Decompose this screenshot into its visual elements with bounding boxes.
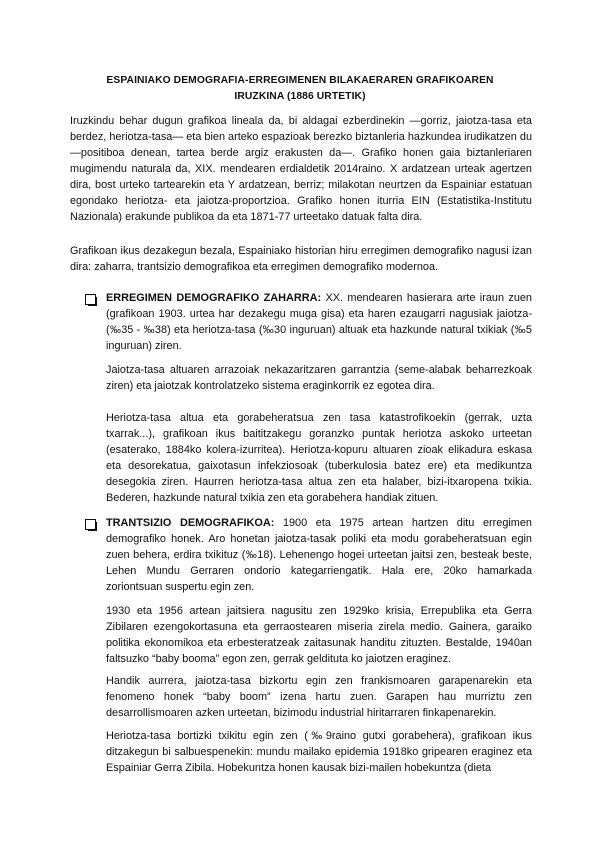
section-old-regime-heading: ERREGIMEN DEMOGRAFIKO ZAHARRA: (106, 292, 322, 304)
section-old-regime-paragraph-1: Jaiotza-tasa altuaren arrazoiak nekazaritzaren garrantzia (seme-alabak beharrezkoak ziren) eta jaiotzak kontrolatzeko sistema eraginkorrik ez egotea dira. (106, 364, 532, 392)
intro-paragraph-1: Iruzkindu behar dugun grafikoa lineala da, bi aldagai ezberdinekin —gorriz, jaiotza-tasa eta berdez, heriotza-tasa— eta bien arteko espazioak berezko biztanleria hazkundea irudikatzen du —positiboa denean, tartea berde argiz erakusten da—. Grafiko honen gaia biztanleriaren mugimendu naturala da, XIX. mendearen erdialdetik 2014raino. X ardatzean urteak agertzen dira, bost urteko tartearekin eta Y ardatzean, berriz; milakotan neurtzen da Espainiar estatuan egondako heriotza- eta jaiotza-proportzioa. Grafiko honen iturria EIN (Estatistika-Institutu Nazionala) erakunde publikoa da eta 1871-77 urteetako datuak falta dira. (70, 115, 532, 223)
document-title: ESPAINIAKO DEMOGRAFIA-ERREGIMENEN BILAKAERAREN GRAFIKOAREN IRUZKINA (1886 URTETIK) (106, 75, 494, 102)
section-transition-lead-text: 1900 eta 1975 artean hartzen ditu erregimen demografiko honek. Aro honetan jaiotza-tasak poliki eta modu gorabeheratsuan egin zuen behera, erdira txikituz (‰18). Lehenengo hogei urteetan jaitsi zen, besteak beste, Lehen Mundu Gerraren ondorio kategarriengatik. Hala ere, 20ko hamarkada zoriontsuan suspertu egin zen. (106, 517, 532, 593)
section-transition-paragraph-1: 1930 eta 1956 artean jaitsiera nagusitu zen 1929ko krisia, Errepublika eta Gerra Zibilaren ezengokortasuna eta gerraostearen miseria zirela medio. Gainera, garaiko politika ekonomikoa eta erbesteratzeak zaitasunak handitu zituzten. Bestalde, 1940an faltsuzko “baby booma” egon zen, gerrak geldituta ko jaiotzen eraginez. (106, 605, 532, 665)
bullet-square-icon (85, 519, 97, 531)
section-old-regime-paragraph-2: Heriotza-tasa altua eta gorabeheratsua zen tasa katastrofikoekin (gerrak, uzta txarrak...), grafikoan ikus baititzakegu goranzko puntak heriotza askoko urteetan (esaterako, 1884ko kolera-izurritea). Heriotza-kopuru altuaren zioak elikadura eskasa eta desorekatua, gaixotasun infekziosoak (tuberkulosia batez ere) eta medikuntza desegokia ziren. Haurren heriotza-tasa altua zen eta halaber, bizi-itxaropena txikia. Bederen, hazkunde natural txikia zen eta gorabehera handiak zituen. (106, 412, 532, 504)
intro-paragraph-2: Grafikoan ikus dezakegun bezala, Espainiako historian hiru erregimen demografiko nagusi izan dira: zaharra, trantsizio demografikoa eta erregimen demografiko modernoa. (70, 245, 532, 273)
bullet-square-icon (85, 294, 97, 306)
section-transition-paragraph-3: Heriotza-tasa bortizki txikitu egin zen (‰9raino gutxi gorabehera), grafikoan ikus ditzakegun bi salbuespenekin: mundu mailako epidemia 1918ko gripearen eraginez eta Espainiar Gerra Zibila. Hobekuntza honen kausak bizi-mailen hobekuntza (dieta (106, 730, 532, 774)
section-transition-lead (106, 515, 532, 595)
section-transition-paragraph-2: Handik aurrera, jaiotza-tasa bizkortu egin zen frankismoaren garapenarekin eta fenomeno honek “baby boom” izena hartu zuen. Garapen hau murriztu zen desarrollismoaren azken urteetan, bizimodu industrial hiritarraren finkapenarekin. (106, 675, 532, 719)
section-transition-heading: TRANTSIZIO DEMOGRAFIKOA: (106, 517, 275, 529)
section-old-regime-lead-text: XX. mendearen hasierara arte iraun zuen (grafikoan 1903. urtea har dezakegu muga gisa) eta haren ezaugarri nagusiak jaiotza- (‰35 - ‰38) eta heriotza-tasa (‰30 inguruan) altuak eta hazkunde natural txikiak (‰5 inguruan) ziren. (106, 292, 532, 352)
section-old-regime-lead (106, 290, 532, 354)
